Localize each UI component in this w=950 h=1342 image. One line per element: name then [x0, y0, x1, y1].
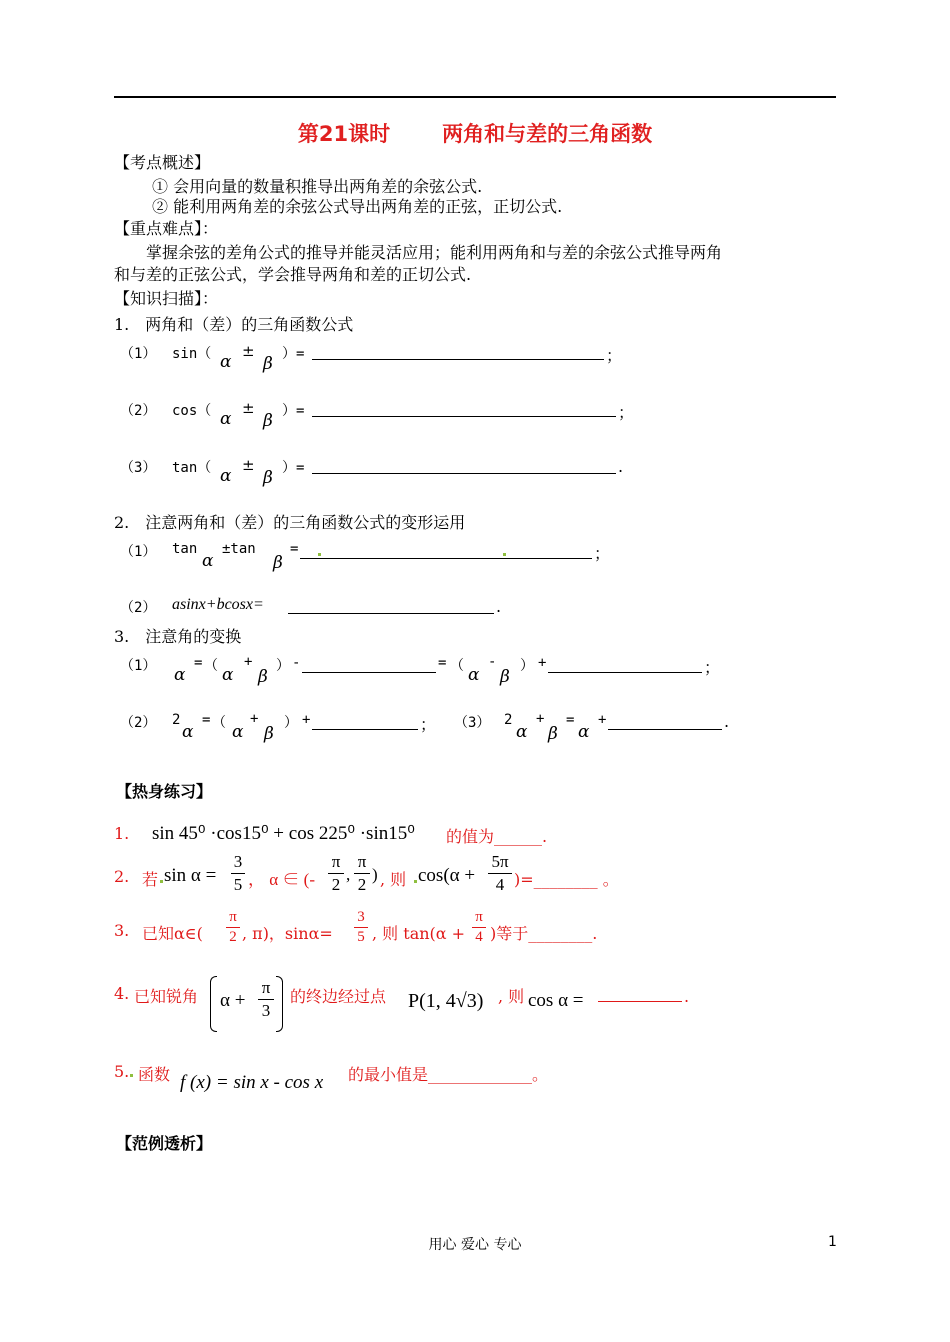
h1-eq: =	[194, 655, 203, 671]
mark-dot	[318, 553, 321, 556]
q3-number: 3.	[114, 921, 130, 940]
q3-tail: )等于________.	[490, 924, 598, 943]
scan-section-2: 2. 注意两角和（差）的三角函数公式的变形运用	[114, 513, 466, 532]
q3-f3-num: π	[475, 909, 483, 925]
q4-number: 4.	[114, 984, 130, 1003]
q2-ze: , 则	[380, 870, 407, 889]
h1-lp: （	[204, 658, 218, 674]
f2-close: ）=	[282, 403, 305, 419]
footer-motto: 用心 爱心 专心	[428, 1237, 522, 1253]
f3-pm: ±	[242, 456, 255, 474]
h3-beta: β	[548, 724, 558, 744]
q2-f2-num: π	[331, 852, 341, 871]
q2-f4-den: 4	[495, 875, 505, 894]
f1-number: （1）	[120, 346, 157, 362]
f3-close: ）=	[282, 460, 305, 476]
f1-function: sin（	[172, 346, 212, 362]
q2-close: )	[372, 865, 378, 884]
q2-number: 2.	[114, 867, 130, 886]
h1-minus-2: -	[488, 654, 497, 670]
h1-alpha-3: α	[468, 665, 480, 685]
h3-two: 2	[504, 712, 513, 728]
h3-alpha: α	[516, 722, 528, 742]
q3-f2-num: 3	[357, 909, 365, 925]
h2-plus-2: +	[302, 712, 311, 728]
h3-plus: +	[536, 711, 545, 727]
h1-beta-2: β	[500, 667, 510, 687]
h2-lp: （	[212, 715, 226, 731]
g1-end: ；	[594, 544, 611, 563]
h3-number: （3）	[454, 715, 491, 731]
page-number: 1	[828, 1234, 837, 1250]
q1-expression: sin 45⁰ ·cos15⁰ + cos 225⁰ ·sin15⁰	[152, 823, 415, 844]
q2-f2-den: 2	[331, 875, 341, 894]
h2-two: 2	[172, 712, 181, 728]
g2-end: .	[496, 597, 502, 616]
q2-ruo: 若	[142, 870, 159, 889]
examples-heading: 【范例透析】	[116, 1134, 213, 1153]
f2-alpha: α	[220, 409, 232, 429]
q4-pre: 已知锐角	[134, 987, 199, 1006]
q2-frac-pi-2b	[354, 852, 370, 895]
q1-tail: 的值为______.	[446, 827, 548, 846]
h1-beta: β	[258, 667, 268, 687]
q4-mid: 的终边经过点	[290, 987, 387, 1006]
f2-answer-blank[interactable]	[312, 416, 616, 417]
q4-answer-blank[interactable]	[598, 1001, 682, 1002]
g1-alpha: α	[202, 551, 214, 571]
g1-beta: β	[273, 553, 283, 573]
mark-dot	[160, 880, 163, 883]
q2-f4-num: 5π	[491, 852, 509, 871]
mark-dot	[130, 1074, 133, 1077]
warmup-heading: 【热身练习】	[116, 782, 213, 801]
h1-minus: -	[292, 655, 301, 671]
mark-dot	[414, 880, 417, 883]
h1-number: （1）	[120, 658, 157, 674]
q3-frac-pi-4	[472, 909, 486, 946]
q4-ze: , 则	[498, 987, 525, 1006]
q4-point: P(1, 4√3)	[408, 990, 484, 1012]
h1-eq-2: =	[438, 655, 447, 671]
h1-alpha: α	[174, 665, 186, 685]
q2-f1-den: 5	[233, 875, 243, 894]
lesson-number: 第21课时	[297, 122, 391, 146]
mark-dot	[503, 553, 506, 556]
f2-pm: ±	[242, 399, 255, 417]
g1-pm-tan: ±tan	[222, 541, 256, 557]
key-heading: 【重点难点】：	[114, 219, 219, 238]
key-line-2: 和与差的正弦公式，学会推导两角和差的正切公式.	[114, 265, 472, 284]
h2-end: ；	[420, 715, 437, 734]
f3-answer-blank[interactable]	[312, 473, 616, 474]
h1-answer-blank-2[interactable]	[548, 672, 702, 673]
q3-frac-3-5	[354, 909, 368, 946]
h2-answer-blank[interactable]	[312, 729, 418, 730]
h2-beta: β	[264, 724, 274, 744]
key-line-1: 掌握余弦的差角公式的推导并能灵活应用；能利用两角和与差的余弦公式推导两角	[146, 243, 723, 262]
q2-f1-num: 3	[233, 852, 243, 871]
q2-f3-num: π	[357, 852, 367, 871]
g2-number: （2）	[120, 600, 157, 616]
q3-mid: , π)，sinα=	[242, 924, 333, 943]
h3-alpha-2: α	[578, 722, 590, 742]
q4-tail: .	[684, 987, 690, 1006]
overview-item-1: ① 会用向量的数量积推导出两角差的余弦公式.	[152, 177, 483, 196]
f3-alpha: α	[220, 466, 232, 486]
scan-heading: 【知识扫描】：	[114, 289, 219, 308]
h1-answer-blank-1[interactable]	[302, 672, 436, 673]
q5-expression: f (x) = sin x - cos x	[180, 1072, 324, 1093]
f3-function: tan（	[172, 460, 212, 476]
overview-heading: 【考点概述】	[114, 153, 211, 172]
f3-end: .	[618, 457, 624, 476]
f2-beta: β	[263, 411, 273, 431]
top-rule	[114, 96, 836, 98]
q2-sin: sin α =	[164, 865, 217, 886]
f3-number: （3）	[120, 460, 157, 476]
h1-plus-2: +	[538, 655, 547, 671]
f1-answer-blank[interactable]	[312, 359, 604, 360]
q5-pre: 函数	[138, 1065, 171, 1084]
q2-comma: ,	[346, 865, 351, 884]
q3-pre: 已知α∈(	[142, 924, 203, 943]
q2-f3-den: 2	[357, 875, 367, 894]
lesson-topic: 两角和与差的三角函数	[442, 122, 653, 146]
h2-plus: +	[250, 711, 259, 727]
f2-end: ；	[618, 403, 635, 422]
h3-plus-2: +	[598, 712, 607, 728]
q4-right-paren	[276, 976, 283, 1032]
q4-f-num: π	[261, 978, 271, 997]
q3-frac-pi-2	[226, 909, 240, 946]
f1-close: ）=	[282, 346, 305, 362]
f1-end: ；	[606, 346, 623, 365]
q3-f1-num: π	[229, 909, 237, 925]
g1-answer-blank[interactable]	[300, 558, 592, 559]
q2-tail: )=________ 。	[514, 870, 619, 889]
q2-frac-5pi-4	[488, 852, 512, 895]
page-title	[0, 118, 950, 148]
q5-tail: 的最小值是_____________。	[348, 1065, 549, 1084]
h1-rp-2: ）	[520, 658, 534, 674]
q4-left-paren	[210, 976, 217, 1032]
q2-frac-3-5	[231, 852, 245, 895]
f3-beta: β	[263, 468, 273, 488]
h1-lp-2: （	[450, 658, 464, 674]
q2-cos: cos(α +	[418, 865, 476, 886]
scan-section-3: 3. 注意角的变换	[114, 627, 242, 646]
g2-expression: asinx+bcosx=	[172, 596, 264, 613]
h1-alpha-2: α	[222, 665, 234, 685]
q3-f2-den: 5	[357, 929, 365, 945]
h2-rp: ）	[284, 715, 298, 731]
f1-pm: ±	[242, 342, 255, 360]
q2-in: ， α ∈ (-	[248, 870, 315, 889]
f2-number: （2）	[120, 403, 157, 419]
g1-number: （1）	[120, 544, 157, 560]
h3-end: .	[724, 712, 730, 731]
f1-beta: β	[263, 354, 273, 374]
f1-alpha: α	[220, 352, 232, 372]
g2-answer-blank[interactable]	[288, 613, 494, 614]
h1-rp: ）	[276, 658, 290, 674]
q4-f-den: 3	[261, 1001, 271, 1020]
scan-section-1: 1. 两角和（差）的三角函数公式	[114, 315, 354, 334]
overview-item-2: ② 能利用两角差的余弦公式导出两角差的正弦，正切公式.	[152, 197, 563, 216]
q3-ze: , 则 tan(α +	[372, 924, 466, 943]
f2-function: cos（	[172, 403, 212, 419]
q4-cos: cos α =	[528, 990, 584, 1011]
h1-end: ；	[704, 658, 721, 677]
q4-inner: α +	[220, 990, 246, 1011]
q5-number: 5.	[114, 1062, 130, 1081]
h2-alpha-2: α	[232, 722, 244, 742]
h3-answer-blank[interactable]	[608, 729, 722, 730]
h2-alpha: α	[182, 722, 194, 742]
g1-tan: tan	[172, 541, 198, 557]
q2-frac-pi-2a	[328, 852, 344, 895]
q3-f3-den: 4	[475, 929, 483, 945]
h1-plus: +	[244, 654, 253, 670]
q1-number: 1.	[114, 824, 130, 843]
q4-frac-pi-3	[258, 978, 274, 1021]
h2-eq: =	[202, 712, 211, 728]
h3-eq: =	[566, 712, 575, 728]
q3-f1-den: 2	[229, 929, 237, 945]
g1-eq: =	[290, 541, 299, 557]
h2-number: （2）	[120, 715, 157, 731]
